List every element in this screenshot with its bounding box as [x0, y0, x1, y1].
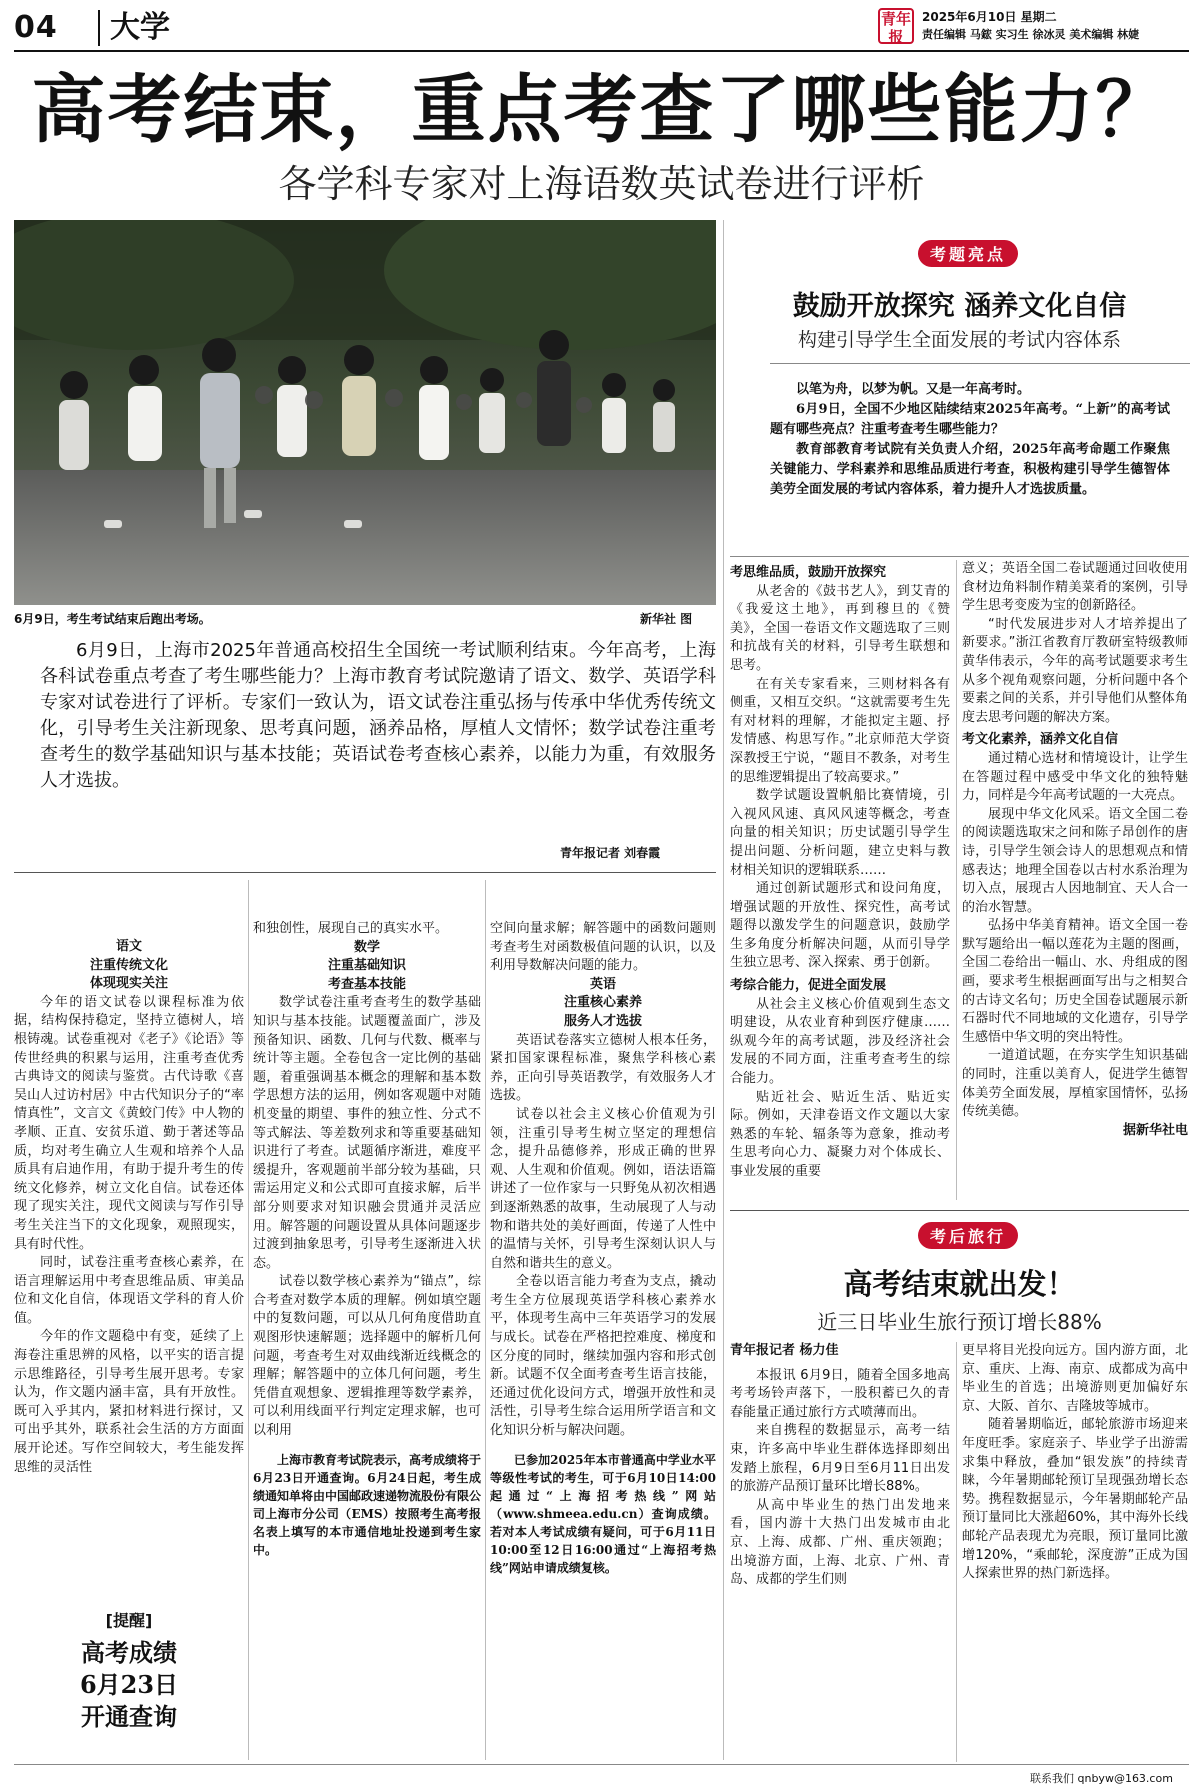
footer-rule — [14, 1764, 1189, 1765]
article-paragraph: 今年的作文题稳中有变，延续了上海卷注重思辨的风格，以平实的语言提示思维路径，引导考生展开思考。专家认为，作文题内涵丰富，具有开放性。既可入乎其内，紧扣材料进行探讨，又可出乎其外，联系社会生活的方方面面展开论述。写作空间较大，考生能发挥思维的灵活性 — [14, 1329, 244, 1475]
article-paragraph: 一道道试题，在夯实学生知识基础的同时，注重以美育人，促进学生德智体美劳全面发展，厚植家国情怀，弘扬传统美德。 — [962, 1048, 1188, 1120]
article-paragraph: 空间向量求解；解答题中的函数问题则考查考生对函数极值问题的认识，以及利用导数解决问题的能力。 — [490, 921, 716, 974]
footer-contact: 联系我们 qnbyw@163.com — [1030, 1772, 1173, 1785]
lead-reporter: 青年报记者 刘春霞 — [560, 846, 661, 860]
article-paragraph: 本报讯 6月9日，随着全国多地高考考场铃声落下，一股积蓄已久的青春能量正通过旅行方式喷薄而出。 — [730, 1367, 950, 1420]
math-column — [253, 920, 481, 1559]
highlights-rule-bottom — [730, 556, 1189, 557]
column-separator — [248, 880, 249, 1760]
subsection-heading: 考综合能力，促进全面发展 — [730, 978, 887, 994]
article-paragraph: 试卷以社会主义核心价值观为引领，注重引导考生树立坚定的理想信念，提升品德修养，形成正确的世界观、人生观和价值观。例如，语法语篇讲述了一位作家与一只野兔从初次相遇到逐渐熟悉的故事，生动展现了人与动物和谐共处的美好画面，传递了人性中的温情与关怀，引导考生深刻认识人与自然和谐共生的意义。 — [490, 1106, 716, 1271]
issue-date: 2025年6月10日 星期二 — [922, 10, 1057, 24]
article-paragraph: 试卷以数学核心素养为“锚点”，综合考查对数学本质的理解。例如填空题中的复数问题，可以从几何角度借助直观图形快速解题；选择题中的解析几何问题，考查考生对双曲线渐近线概念的理解；解答题中的立体几何问题，考生凭借直观想象、逻辑推理等数学素养，可以利用线面平行判定定理求解，也可以利用 — [253, 1274, 481, 1439]
subsection-heading: 考思维品质，鼓励开放探究 — [730, 565, 887, 580]
article-reporter: 青年报记者 杨力佳 — [730, 1343, 839, 1358]
reminder-text: 高考成绩 6月23日 开通查询 — [79, 1638, 179, 1731]
subsection-heading: 考文化素养，涵养文化自信 — [962, 732, 1119, 748]
page-subheadline: 各学科专家对上海语数英试卷进行评析 — [278, 162, 925, 206]
article-paragraph: 通过精心选材和情境设计，让学生在答题过程中感受中华文化的独特魅力，同样是今年高考试题的一大亮点。 — [962, 750, 1188, 804]
column-heading: 服务人才选拔 — [563, 1013, 642, 1029]
intro-paragraph: 教育部教育考试院有关负责人介绍，2025年高考命题工作聚焦关键能力、学科素养和思维品质进行考查，积极构建引导学生德智体美劳全面发展的考试内容体系，着力提升人才选拔质量。 — [770, 442, 1170, 497]
reminder-tag: [提醒] — [105, 1611, 153, 1630]
highlights-column-1 — [730, 560, 950, 1182]
students-running-photo — [14, 220, 716, 605]
article-paragraph: 同时，试卷注重考查核心素养，在语言理解运用中考查思维品质、审美品位和文化自信，体现语文学科的育人价值。 — [14, 1255, 244, 1326]
column-heading: 注重传统文化 — [89, 957, 168, 973]
column-separator — [956, 560, 957, 1200]
article-paragraph: 在有关专家看来，三则材料各有侧重，又相互交织。“这就需要考生先有对材料的理解，才能拟定主题、抒发情感、构思写作。”北京师范大学资深教授王宁说，“题目不教条，对考生的思维逻辑提出了较高要求。” — [730, 676, 950, 785]
highlights-rule — [770, 363, 1190, 364]
page-headline: 高考结束，重点考查了哪些能力？ — [31, 67, 1172, 153]
photo-caption: 6月9日，考生考试结束后跑出考场。 — [14, 612, 211, 626]
article-paragraph: 数学试卷注重考查考生的数学基础知识与基本技能。试题覆盖面广，涉及预备知识、函数、几何与代数、概率与统计等主题。全卷包含一定比例的基础题，着重强调基本概念的理解和基本数学思想方法的运用，例如客观题中对随机变量的期望、事件的独立性、分式不等式解法、等差数列求和等重要基础知识进行了考查。试题循序渐进，难度平缓提升，客观题前半部分较为基础，只需运用定义和公式即可直接求解，后半部分则要求对知识融会贯通并灵活应用。解答题的问题设置从具体问题逐步过渡到抽象思考，引导考生逐渐进入状态。 — [253, 995, 481, 1271]
travel-subtitle: 近三日毕业生旅行预订增长88% — [817, 1310, 1102, 1334]
photo-credit: 新华社 图 — [640, 612, 693, 626]
highlights-intro — [770, 380, 1170, 500]
travel-title: 高考结束就出发！ — [843, 1267, 1076, 1301]
highlights-column-2 — [962, 560, 1188, 1140]
article-paragraph: 从社会主义核心价值观到生态文明建设，从农业育种到医疗健康……纵观今年的高考试题，涉及经济社会发展的不同方面，注重考查考生的综合能力。 — [730, 996, 950, 1087]
article-paragraph: 弘扬中华美育精神。语文全国一卷默写题给出一幅以莲花为主题的图画，全国二卷给出一幅山、水、舟组成的图画，要求考生根据画面写出与之相契合的古诗文名句；历史全国卷试题展示新石器时代不同地域的文化遗存，引导学生感悟中华文明的突出特性。 — [962, 918, 1188, 1045]
article-paragraph: 更早将目光投向远方。国内游方面，北京、重庆、上海、南京、成都成为高中毕业生的首选；出境游则更加偏好东京、大阪、首尔、吉隆坡等城市。 — [962, 1343, 1188, 1414]
intro-paragraph: 以笔为舟，以梦为帆。又是一年高考时。 — [796, 382, 1031, 397]
highlights-subtitle: 构建引导学生全面发展的考试内容体系 — [797, 329, 1121, 351]
article-paragraph: 从高中毕业生的热门出发地来看，国内游十大热门出发城市由北京、上海、成都、广州、重庆领跑；出境游方面，上海、北京、广州、青岛、成都的学生们则 — [730, 1497, 950, 1588]
column-heading: 语文 — [115, 939, 142, 954]
column-heading: 注重核心素养 — [563, 995, 642, 1011]
travel-divider — [730, 1210, 1189, 1211]
column-heading: 英语 — [589, 976, 616, 992]
column-heading: 体现现实关注 — [89, 976, 168, 992]
column-heading: 考查基本技能 — [327, 976, 406, 992]
article-paragraph: “时代发展进步对人才培养提出了新要求。”浙江省教育厅教研室特级教师黄华伟表示，今年的高考试题要求考生从多个视角观察问题，分析问题中各个要素之间的关系，并引导他们从整体角度去思考问题的解决方案。 — [962, 616, 1188, 725]
masthead-rule — [14, 50, 1189, 52]
source-credit: 据新华社电 — [1122, 1122, 1188, 1138]
article-paragraph: 全卷以语言能力考查为支点，撬动考生全方位展现英语学科核心素养水平，体现考生高中三年英语学习的发展与成长。试卷在严格把控难度、梯度和区分度的同时，继续加强内容和形式创新。试题不仅全面考查考生语言技能，还通过优化设问方式，增强开放性和灵活性，引导考生综合运用所学语言和文化知识分析与解决问题。 — [490, 1274, 716, 1439]
article-paragraph: 和独创性，展现自己的真实水平。 — [253, 921, 449, 936]
highlights-badge: 考题亮点 — [918, 240, 1018, 267]
photo-illustration — [14, 220, 716, 605]
travel-column-2 — [962, 1342, 1188, 1584]
article-paragraph: 数学试题设置帆船比赛情境，引入视风风速、真风风速等概念，考查向量的相关知识；历史试题引导学生提出问题、分析问题，建立史料与教材相关知识的逻辑联系…… — [730, 788, 950, 878]
score-reminder-box — [14, 1608, 244, 1733]
travel-badge: 考后旅行 — [918, 1222, 1018, 1249]
notice-paragraph: 上海市教育考试院表示，高考成绩将于6月23日开通查询。6月24日起，考生成绩通知单将由中国邮政速递物流股份有限公司上海市分公司（EMS）按照考生高考报名表上填写的本市通信地址投递到考生家中。 — [253, 1452, 482, 1557]
notice-paragraph: 已参加2025年本市普通高中学业水平等级性考试的考生，可于6月10日14:00起通过“上海招考热线”网站（www.shmeea.edu.cn）查询成绩。若对本人考试成绩有疑问，可于6月11日10:00至12日16:00通过“上海招考热线”网站申请成绩复核。 — [490, 1452, 716, 1575]
article-paragraph: 意义；英语全国二卷试题通过回收使用食材边角料制作精美菜肴的案例，引导学生思考变废为宝的创新路径。 — [962, 561, 1188, 614]
article-paragraph: 展现中华文化风采。语文全国二卷的阅读题选取宋之问和陈子昂创作的唐诗，引导学生领会诗人的思想观点和情感表达；地理全国卷以古村水系治理为切入点，展现古人因地制宜、天人合一的治水智慧。 — [962, 806, 1188, 915]
editor-credits: 责任编辑 马鋐 实习生 徐冰灵 美术编辑 林婕 — [922, 28, 1140, 41]
article-paragraph: 通过创新试题形式和设问角度，增强试题的开放性、探究性，高考试题得以激发学生的问题意识，鼓励学生多角度分析解决问题，从而引导学生独立思考、深入探索、勇于创新。 — [730, 881, 950, 971]
highlights-title: 鼓励开放探究 涵养文化自信 — [792, 291, 1127, 322]
english-column — [490, 920, 716, 1577]
page-number: 04 — [14, 10, 58, 45]
column-heading: 注重基础知识 — [327, 958, 406, 974]
travel-column-1 — [730, 1342, 950, 1590]
column-separator — [485, 880, 486, 1760]
section-title: 大学 — [98, 10, 170, 46]
article-paragraph: 今年的语文试卷以课程标准为依据，结构保持稳定，坚持立德树人，培根铸魂。试卷重视对《老子》《论语》等传世经典的积累与运用，注重考查优秀古典诗文的阅读与鉴赏。古代诗歌《喜吴山人过访村居》中古代知识分子的“率情真性”，文言文《黄蛟门传》中人物的孝顺、正直、安贫乐道、勤于著述等品质，均对考生确立人生观和培养个人品质具有启迪作用，有助于提升考生的传统文化修养，树立文化自信。试卷还体现了现实关注，现代文阅读与写作引导考生关注当下的文化现象，观照现实，具有时代性。 — [14, 994, 244, 1252]
article-paragraph: 英语试卷落实立德树人根本任务，紧扣国家课程标准，聚焦学科核心素养，正向引导英语教学，有效服务人才选拔。 — [490, 1032, 716, 1104]
article-paragraph: 贴近社会、贴近生活、贴近实际。例如，天津卷语文作文题以大家熟悉的车轮、辐条等为意象，推动考生思考向心力、凝聚力对个体成长、事业发展的重要 — [730, 1089, 950, 1179]
article-paragraph: 随着暑期临近，邮轮旅游市场迎来年度旺季。家庭亲子、毕业学子出游需求集中释放，叠加“银发族”的持续青睐，今年暑期邮轮预订呈现强劲增长态势。携程数据显示，今年暑期邮轮产品预订量同比大涨超60%，其中海外长线邮轮产品表现尤为亮眼，预订量同比激增120%，“乘邮轮，深度游”正成为国人探索世界的热门新选择。 — [962, 1417, 1188, 1582]
intro-paragraph: 6月9日，全国不少地区陆续结束2025年高考。“上新”的高考试题有哪些亮点？注重考查考生哪些能力？ — [770, 402, 1170, 437]
article-paragraph: 来自携程的数据显示，高考一结束，许多高中毕业生群体选择即刻出发踏上旅程，6月9日至6月11日出发的旅游产品预订量环比增长88%。 — [730, 1423, 950, 1495]
chinese-column — [14, 938, 244, 1477]
column-separator — [723, 220, 724, 1760]
lead-paragraph: 6月9日，上海市2025年普通高校招生全国统一考试顺利结束。今年高考，上海各科试卷重点考查了考生哪些能力？上海市教育考试院邀请了语文、数学、英语学科专家对试卷进行了评析。专家们一致认为，语文试卷注重弘扬与传承中华优秀传统文化，引导考生关注新现象、思考真问题，涵养品格，厚植人文情怀；数学试卷注重考查考生的数学基础知识与基本技能；英语试卷考查核心素养，以能力为重，有效服务人才选拔。 — [40, 640, 716, 791]
article-paragraph: 从老舍的《鼓书艺人》，到艾青的《我爱这土地》，再到穆旦的《赞美》，全国一卷语文作文题选取了三则和抗战有关的材料，引导考生联想和思考。 — [730, 583, 950, 673]
newspaper-logo: 青年报 — [878, 8, 914, 44]
column-heading: 数学 — [353, 939, 380, 955]
column-separator — [956, 1342, 957, 1762]
section-divider — [14, 872, 716, 873]
